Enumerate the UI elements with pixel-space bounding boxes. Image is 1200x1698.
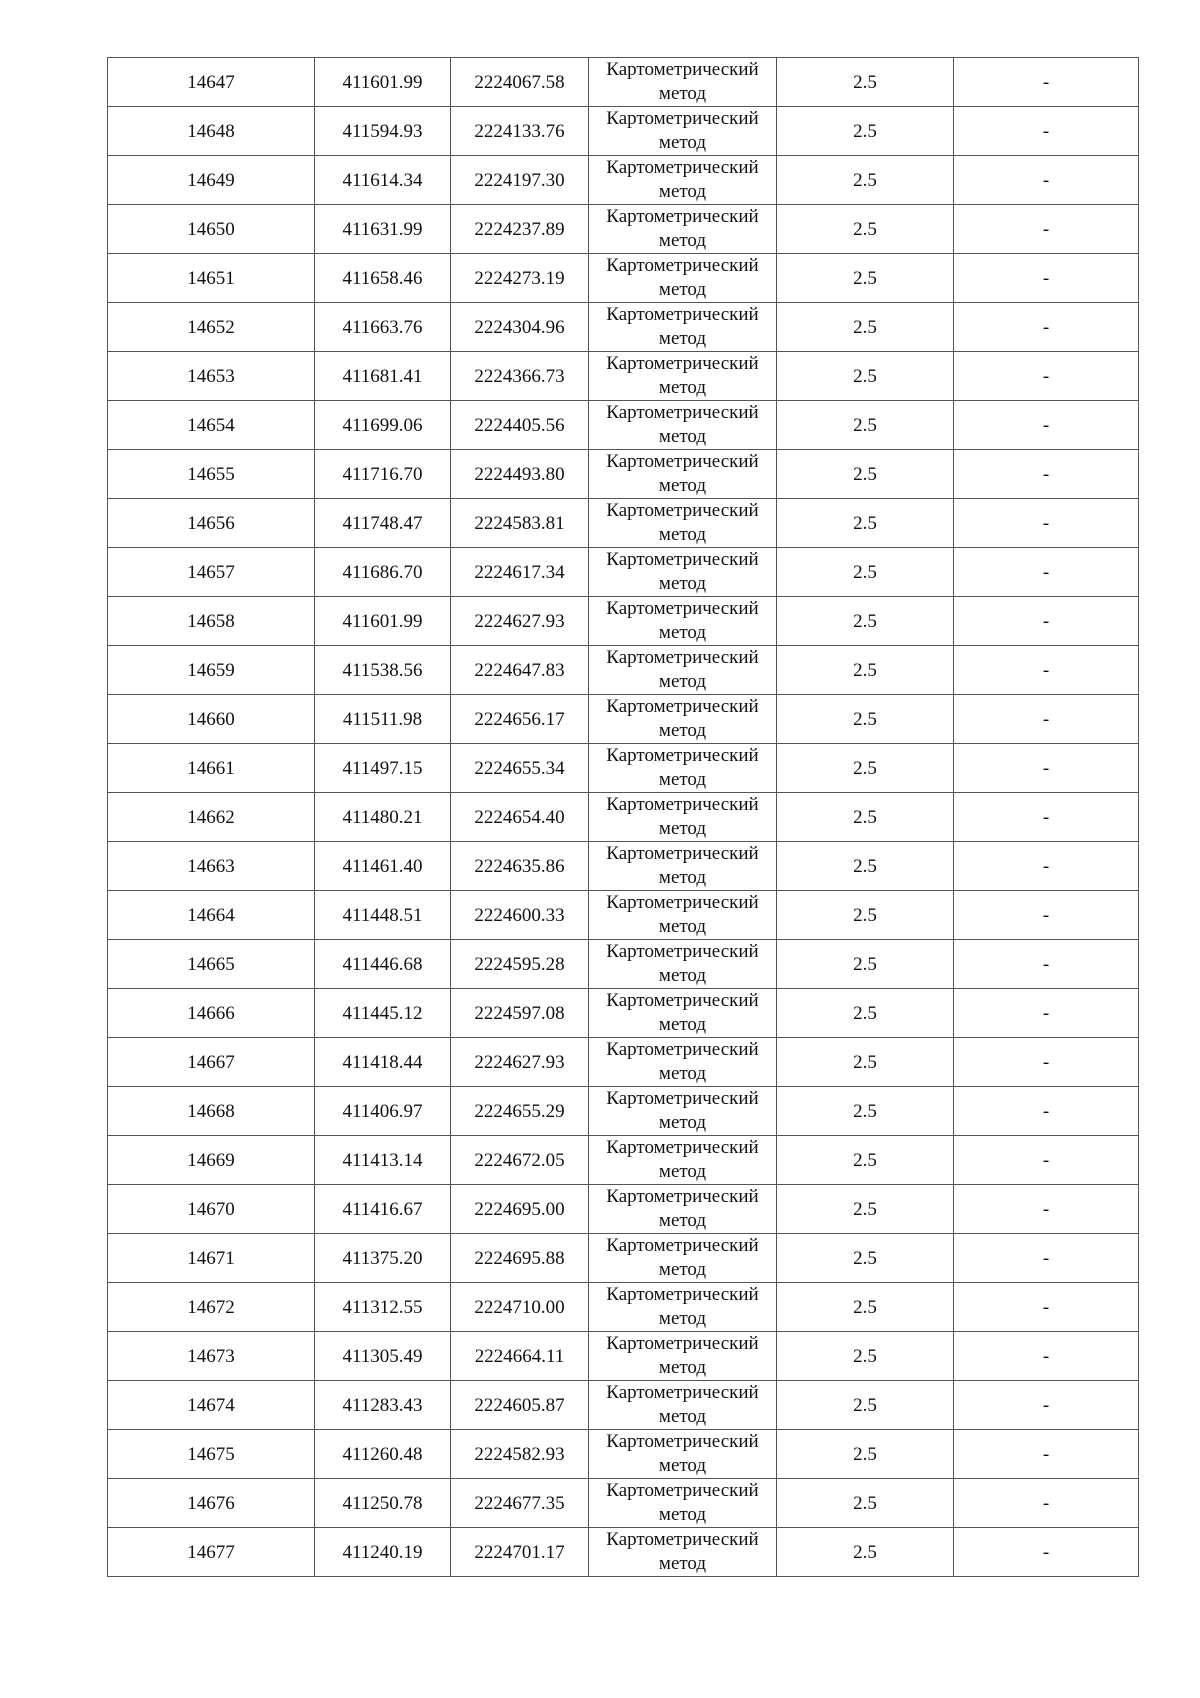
- y-coordinate-cell: 2224582.93: [451, 1430, 589, 1479]
- method-line2: метод: [658, 622, 707, 643]
- method-line1: Картометрический: [606, 157, 759, 178]
- method-line1: Картометрический: [606, 941, 759, 962]
- table-row: [108, 1185, 1139, 1234]
- y-coordinate-cell: 2224655.34: [451, 744, 589, 793]
- error-cell: 2.5: [777, 1528, 954, 1577]
- method-cell: [589, 646, 777, 695]
- x-coordinate-cell: 411538.56: [315, 646, 451, 695]
- point-number-cell: 14654: [108, 401, 315, 450]
- x-coordinate-cell: 411681.41: [315, 352, 451, 401]
- method-line1: Картометрический: [606, 1137, 759, 1158]
- point-number-cell: 14663: [108, 842, 315, 891]
- point-number-cell: 14660: [108, 695, 315, 744]
- note-cell: -: [954, 254, 1139, 303]
- note-cell: -: [954, 1234, 1139, 1283]
- method-cell: [589, 695, 777, 744]
- error-cell: 2.5: [777, 1038, 954, 1087]
- point-number-cell: 14651: [108, 254, 315, 303]
- method-line2: метод: [658, 769, 707, 790]
- method-line1: Картометрический: [606, 206, 759, 227]
- error-cell: 2.5: [777, 1332, 954, 1381]
- method-line1: Картометрический: [606, 304, 759, 325]
- error-cell: 2.5: [777, 1381, 954, 1430]
- error-cell: 2.5: [777, 156, 954, 205]
- error-cell: 2.5: [777, 1479, 954, 1528]
- y-coordinate-cell: 2224273.19: [451, 254, 589, 303]
- y-coordinate-cell: 2224617.34: [451, 548, 589, 597]
- error-cell: 2.5: [777, 989, 954, 1038]
- x-coordinate-cell: 411594.93: [315, 107, 451, 156]
- x-coordinate-cell: 411601.99: [315, 597, 451, 646]
- method-line1: Картометрический: [606, 745, 759, 766]
- method-line1: Картометрический: [606, 647, 759, 668]
- y-coordinate-cell: 2224304.96: [451, 303, 589, 352]
- method-cell: [589, 1185, 777, 1234]
- method-cell: [589, 744, 777, 793]
- table-row: [108, 58, 1139, 107]
- method-line1: Картометрический: [606, 696, 759, 717]
- x-coordinate-cell: 411480.21: [315, 793, 451, 842]
- x-coordinate-cell: 411631.99: [315, 205, 451, 254]
- table-row: [108, 1332, 1139, 1381]
- table-row: [108, 597, 1139, 646]
- method-line1: Картометрический: [606, 451, 759, 472]
- note-cell: -: [954, 793, 1139, 842]
- point-number-cell: 14675: [108, 1430, 315, 1479]
- note-cell: -: [954, 646, 1139, 695]
- method-cell: [589, 989, 777, 1038]
- method-cell: [589, 254, 777, 303]
- table-body: [108, 58, 1139, 1577]
- table-row: [108, 499, 1139, 548]
- method-line2: метод: [658, 1210, 707, 1231]
- method-cell: [589, 548, 777, 597]
- x-coordinate-cell: 411461.40: [315, 842, 451, 891]
- method-line2: метод: [658, 1112, 707, 1133]
- x-coordinate-cell: 411601.99: [315, 58, 451, 107]
- x-coordinate-cell: 411406.97: [315, 1087, 451, 1136]
- x-coordinate-cell: 411375.20: [315, 1234, 451, 1283]
- table-row: [108, 793, 1139, 842]
- note-cell: -: [954, 1528, 1139, 1577]
- table-row: [108, 205, 1139, 254]
- y-coordinate-cell: 2224635.86: [451, 842, 589, 891]
- x-coordinate-cell: 411716.70: [315, 450, 451, 499]
- method-cell: [589, 597, 777, 646]
- y-coordinate-cell: 2224656.17: [451, 695, 589, 744]
- method-line1: Картометрический: [606, 1333, 759, 1354]
- table-row: [108, 352, 1139, 401]
- method-line2: метод: [658, 181, 707, 202]
- error-cell: 2.5: [777, 1087, 954, 1136]
- y-coordinate-cell: 2224595.28: [451, 940, 589, 989]
- note-cell: -: [954, 989, 1139, 1038]
- point-number-cell: 14657: [108, 548, 315, 597]
- table-row: [108, 1038, 1139, 1087]
- note-cell: -: [954, 597, 1139, 646]
- note-cell: -: [954, 450, 1139, 499]
- table-row: [108, 107, 1139, 156]
- error-cell: 2.5: [777, 744, 954, 793]
- note-cell: -: [954, 1332, 1139, 1381]
- method-line2: метод: [658, 132, 707, 153]
- table-row: [108, 1283, 1139, 1332]
- method-line1: Картометрический: [606, 1382, 759, 1403]
- method-line2: метод: [658, 1161, 707, 1182]
- method-cell: [589, 1087, 777, 1136]
- method-line1: Картометрический: [606, 598, 759, 619]
- method-line2: метод: [658, 328, 707, 349]
- x-coordinate-cell: 411446.68: [315, 940, 451, 989]
- error-cell: 2.5: [777, 499, 954, 548]
- note-cell: -: [954, 940, 1139, 989]
- y-coordinate-cell: 2224067.58: [451, 58, 589, 107]
- error-cell: 2.5: [777, 597, 954, 646]
- x-coordinate-cell: 411416.67: [315, 1185, 451, 1234]
- method-cell: [589, 842, 777, 891]
- method-line1: Картометрический: [606, 1529, 759, 1550]
- method-line1: Картометрический: [606, 843, 759, 864]
- method-line1: Картометрический: [606, 794, 759, 815]
- error-cell: 2.5: [777, 450, 954, 499]
- method-cell: [589, 1430, 777, 1479]
- point-number-cell: 14652: [108, 303, 315, 352]
- method-line1: Картометрический: [606, 1235, 759, 1256]
- table-row: [108, 548, 1139, 597]
- method-line1: Картометрический: [606, 500, 759, 521]
- y-coordinate-cell: 2224237.89: [451, 205, 589, 254]
- method-line2: метод: [658, 867, 707, 888]
- point-number-cell: 14665: [108, 940, 315, 989]
- method-line2: метод: [658, 426, 707, 447]
- method-line2: метод: [658, 1063, 707, 1084]
- note-cell: -: [954, 548, 1139, 597]
- method-cell: [589, 156, 777, 205]
- error-cell: 2.5: [777, 842, 954, 891]
- table-row: [108, 891, 1139, 940]
- method-line1: Картометрический: [606, 892, 759, 913]
- method-cell: [589, 1234, 777, 1283]
- method-cell: [589, 499, 777, 548]
- table-row: [108, 254, 1139, 303]
- method-line2: метод: [658, 671, 707, 692]
- method-cell: [589, 1479, 777, 1528]
- table-row: [108, 1234, 1139, 1283]
- point-number-cell: 14655: [108, 450, 315, 499]
- error-cell: 2.5: [777, 1283, 954, 1332]
- method-line2: метод: [658, 230, 707, 251]
- method-line2: метод: [658, 524, 707, 545]
- point-number-cell: 14673: [108, 1332, 315, 1381]
- method-line1: Картометрический: [606, 1039, 759, 1060]
- error-cell: 2.5: [777, 940, 954, 989]
- point-number-cell: 14650: [108, 205, 315, 254]
- y-coordinate-cell: 2224627.93: [451, 597, 589, 646]
- x-coordinate-cell: 411413.14: [315, 1136, 451, 1185]
- note-cell: -: [954, 303, 1139, 352]
- table-row: [108, 1136, 1139, 1185]
- error-cell: 2.5: [777, 303, 954, 352]
- error-cell: 2.5: [777, 205, 954, 254]
- error-cell: 2.5: [777, 793, 954, 842]
- note-cell: -: [954, 1430, 1139, 1479]
- method-line1: Картометрический: [606, 990, 759, 1011]
- method-line2: метод: [658, 475, 707, 496]
- point-number-cell: 14659: [108, 646, 315, 695]
- method-cell: [589, 940, 777, 989]
- x-coordinate-cell: 411418.44: [315, 1038, 451, 1087]
- method-cell: [589, 401, 777, 450]
- method-line1: Картометрический: [606, 549, 759, 570]
- method-cell: [589, 1528, 777, 1577]
- x-coordinate-cell: 411250.78: [315, 1479, 451, 1528]
- method-cell: [589, 205, 777, 254]
- table-row: [108, 156, 1139, 205]
- y-coordinate-cell: 2224627.93: [451, 1038, 589, 1087]
- error-cell: 2.5: [777, 58, 954, 107]
- y-coordinate-cell: 2224197.30: [451, 156, 589, 205]
- method-line2: метод: [658, 1553, 707, 1574]
- point-number-cell: 14662: [108, 793, 315, 842]
- point-number-cell: 14668: [108, 1087, 315, 1136]
- method-line2: метод: [658, 573, 707, 594]
- error-cell: 2.5: [777, 1185, 954, 1234]
- point-number-cell: 14670: [108, 1185, 315, 1234]
- error-cell: 2.5: [777, 695, 954, 744]
- method-line2: метод: [658, 818, 707, 839]
- method-line1: Картометрический: [606, 108, 759, 129]
- method-cell: [589, 1283, 777, 1332]
- x-coordinate-cell: 411312.55: [315, 1283, 451, 1332]
- table-row: [108, 401, 1139, 450]
- method-line2: метод: [658, 83, 707, 104]
- table-row: [108, 1479, 1139, 1528]
- method-line1: Картометрический: [606, 402, 759, 423]
- y-coordinate-cell: 2224664.11: [451, 1332, 589, 1381]
- point-number-cell: 14648: [108, 107, 315, 156]
- point-number-cell: 14647: [108, 58, 315, 107]
- y-coordinate-cell: 2224647.83: [451, 646, 589, 695]
- note-cell: -: [954, 205, 1139, 254]
- method-line1: Картометрический: [606, 59, 759, 80]
- table-row: [108, 842, 1139, 891]
- method-cell: [589, 1136, 777, 1185]
- note-cell: -: [954, 1038, 1139, 1087]
- x-coordinate-cell: 411511.98: [315, 695, 451, 744]
- method-line2: метод: [658, 916, 707, 937]
- point-number-cell: 14653: [108, 352, 315, 401]
- error-cell: 2.5: [777, 254, 954, 303]
- table-row: [108, 1381, 1139, 1430]
- y-coordinate-cell: 2224655.29: [451, 1087, 589, 1136]
- table-row: [108, 940, 1139, 989]
- table-row: [108, 744, 1139, 793]
- method-line2: метод: [658, 1357, 707, 1378]
- y-coordinate-cell: 2224600.33: [451, 891, 589, 940]
- point-number-cell: 14677: [108, 1528, 315, 1577]
- x-coordinate-cell: 411283.43: [315, 1381, 451, 1430]
- y-coordinate-cell: 2224493.80: [451, 450, 589, 499]
- table-row: [108, 450, 1139, 499]
- table-row: [108, 1087, 1139, 1136]
- x-coordinate-cell: 411445.12: [315, 989, 451, 1038]
- method-line2: метод: [658, 1504, 707, 1525]
- point-number-cell: 14674: [108, 1381, 315, 1430]
- x-coordinate-cell: 411305.49: [315, 1332, 451, 1381]
- note-cell: -: [954, 1479, 1139, 1528]
- x-coordinate-cell: 411260.48: [315, 1430, 451, 1479]
- note-cell: -: [954, 401, 1139, 450]
- y-coordinate-cell: 2224405.56: [451, 401, 589, 450]
- method-line1: Картометрический: [606, 1088, 759, 1109]
- coordinates-table: [107, 57, 1139, 1577]
- point-number-cell: 14649: [108, 156, 315, 205]
- method-line2: метод: [658, 720, 707, 741]
- error-cell: 2.5: [777, 891, 954, 940]
- note-cell: -: [954, 352, 1139, 401]
- method-line2: метод: [658, 1259, 707, 1280]
- note-cell: -: [954, 842, 1139, 891]
- method-line2: метод: [658, 1455, 707, 1476]
- method-line2: метод: [658, 279, 707, 300]
- note-cell: -: [954, 1381, 1139, 1430]
- y-coordinate-cell: 2224701.17: [451, 1528, 589, 1577]
- table-row: [108, 303, 1139, 352]
- method-cell: [589, 891, 777, 940]
- error-cell: 2.5: [777, 646, 954, 695]
- x-coordinate-cell: 411686.70: [315, 548, 451, 597]
- y-coordinate-cell: 2224654.40: [451, 793, 589, 842]
- note-cell: -: [954, 1185, 1139, 1234]
- point-number-cell: 14666: [108, 989, 315, 1038]
- method-line2: метод: [658, 1308, 707, 1329]
- method-line2: метод: [658, 965, 707, 986]
- y-coordinate-cell: 2224597.08: [451, 989, 589, 1038]
- y-coordinate-cell: 2224605.87: [451, 1381, 589, 1430]
- method-line1: Картометрический: [606, 353, 759, 374]
- method-cell: [589, 352, 777, 401]
- method-line1: Картометрический: [606, 1480, 759, 1501]
- point-number-cell: 14656: [108, 499, 315, 548]
- note-cell: -: [954, 499, 1139, 548]
- method-cell: [589, 793, 777, 842]
- y-coordinate-cell: 2224583.81: [451, 499, 589, 548]
- method-cell: [589, 1332, 777, 1381]
- error-cell: 2.5: [777, 107, 954, 156]
- note-cell: -: [954, 1283, 1139, 1332]
- x-coordinate-cell: 411448.51: [315, 891, 451, 940]
- method-cell: [589, 58, 777, 107]
- note-cell: -: [954, 695, 1139, 744]
- error-cell: 2.5: [777, 1136, 954, 1185]
- x-coordinate-cell: 411497.15: [315, 744, 451, 793]
- note-cell: -: [954, 156, 1139, 205]
- error-cell: 2.5: [777, 1234, 954, 1283]
- point-number-cell: 14671: [108, 1234, 315, 1283]
- note-cell: -: [954, 58, 1139, 107]
- method-line1: Картометрический: [606, 1186, 759, 1207]
- note-cell: -: [954, 891, 1139, 940]
- method-line2: метод: [658, 377, 707, 398]
- table-row: [108, 989, 1139, 1038]
- y-coordinate-cell: 2224695.00: [451, 1185, 589, 1234]
- table-row: [108, 1528, 1139, 1577]
- table-row: [108, 695, 1139, 744]
- table-row: [108, 1430, 1139, 1479]
- y-coordinate-cell: 2224366.73: [451, 352, 589, 401]
- point-number-cell: 14676: [108, 1479, 315, 1528]
- x-coordinate-cell: 411748.47: [315, 499, 451, 548]
- x-coordinate-cell: 411240.19: [315, 1528, 451, 1577]
- note-cell: -: [954, 1087, 1139, 1136]
- x-coordinate-cell: 411614.34: [315, 156, 451, 205]
- note-cell: -: [954, 744, 1139, 793]
- error-cell: 2.5: [777, 1430, 954, 1479]
- error-cell: 2.5: [777, 352, 954, 401]
- point-number-cell: 14672: [108, 1283, 315, 1332]
- point-number-cell: 14661: [108, 744, 315, 793]
- point-number-cell: 14664: [108, 891, 315, 940]
- y-coordinate-cell: 2224133.76: [451, 107, 589, 156]
- method-cell: [589, 1381, 777, 1430]
- method-line1: Картометрический: [606, 1431, 759, 1452]
- x-coordinate-cell: 411658.46: [315, 254, 451, 303]
- table-row: [108, 646, 1139, 695]
- x-coordinate-cell: 411663.76: [315, 303, 451, 352]
- method-cell: [589, 450, 777, 499]
- y-coordinate-cell: 2224695.88: [451, 1234, 589, 1283]
- method-line2: метод: [658, 1014, 707, 1035]
- error-cell: 2.5: [777, 548, 954, 597]
- y-coordinate-cell: 2224710.00: [451, 1283, 589, 1332]
- y-coordinate-cell: 2224672.05: [451, 1136, 589, 1185]
- note-cell: -: [954, 107, 1139, 156]
- method-cell: [589, 107, 777, 156]
- y-coordinate-cell: 2224677.35: [451, 1479, 589, 1528]
- point-number-cell: 14667: [108, 1038, 315, 1087]
- method-line2: метод: [658, 1406, 707, 1427]
- error-cell: 2.5: [777, 401, 954, 450]
- x-coordinate-cell: 411699.06: [315, 401, 451, 450]
- method-line1: Картометрический: [606, 1284, 759, 1305]
- note-cell: -: [954, 1136, 1139, 1185]
- method-line1: Картометрический: [606, 255, 759, 276]
- method-cell: [589, 303, 777, 352]
- point-number-cell: 14669: [108, 1136, 315, 1185]
- method-cell: [589, 1038, 777, 1087]
- point-number-cell: 14658: [108, 597, 315, 646]
